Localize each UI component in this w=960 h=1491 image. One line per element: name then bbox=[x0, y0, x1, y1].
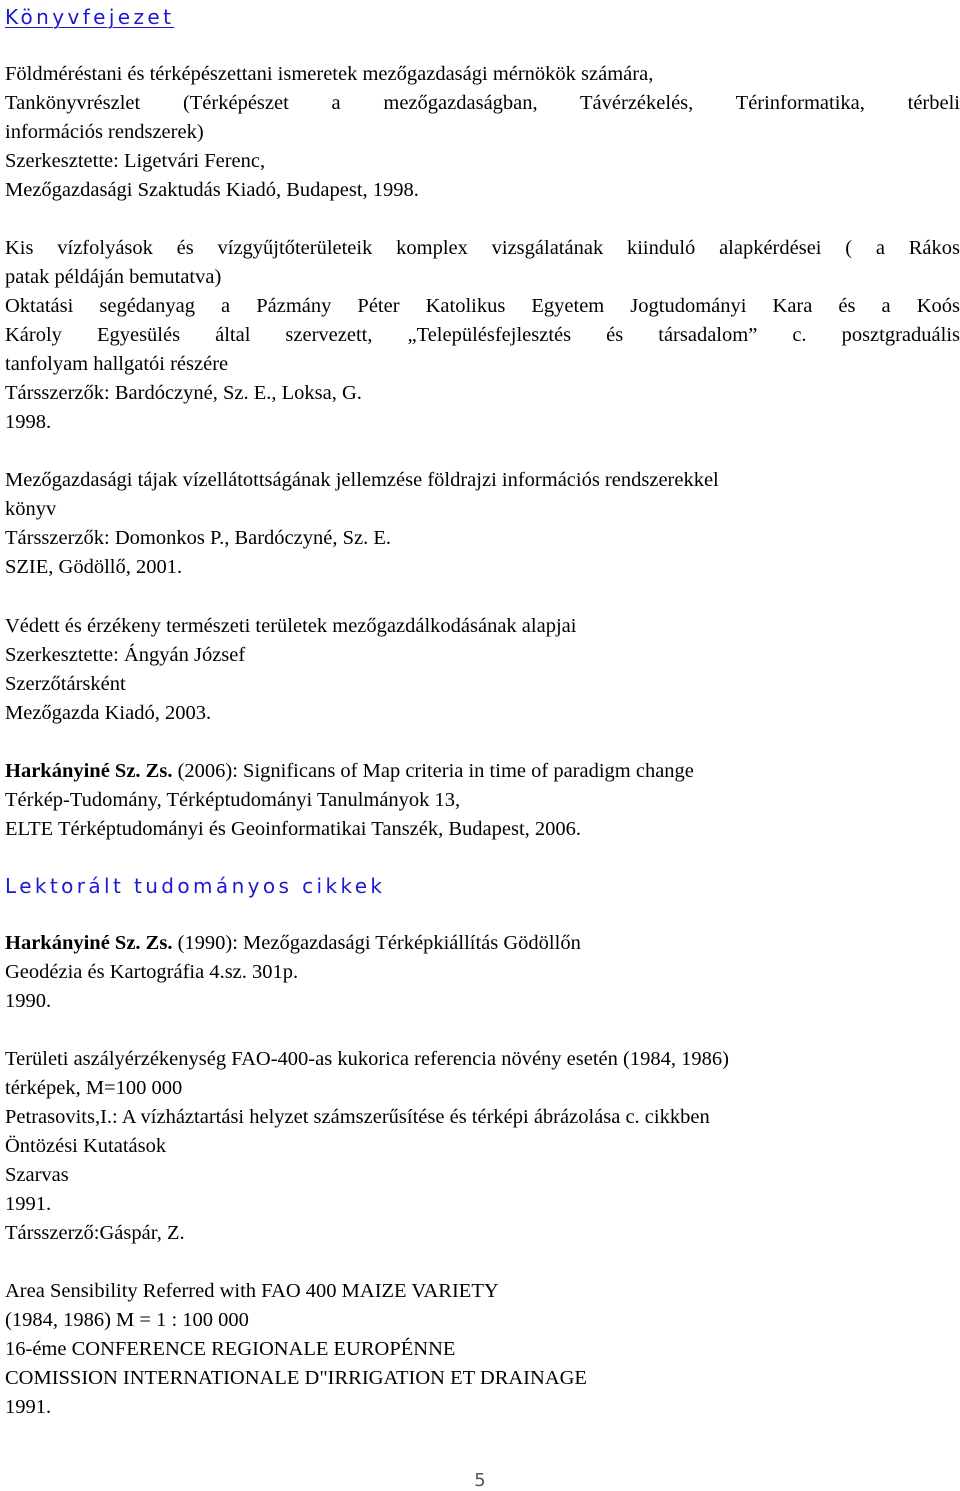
entry-6-line-2: Geodézia és Kartográfia 4.sz. 301p. bbox=[5, 961, 299, 983]
entry-5-line-1 bbox=[5, 759, 694, 784]
entry-5-title: (2006): Significans of Map criteria in time of paradigm change bbox=[172, 760, 694, 782]
entry-4-line-2: Szerkesztette: Ángyán József bbox=[5, 644, 246, 666]
entry-7-line-3: Petrasovits,I.: A vízháztartási helyzet számszerűsítése és térképi ábrázolása c. cikkben bbox=[5, 1106, 710, 1128]
entry-2-line-4: Károly Egyesülés által szervezett, „Településfejlesztés és társadalom” c. posztgraduális bbox=[5, 324, 960, 346]
entry-8-line-2: (1984, 1986) M = 1 : 100 000 bbox=[5, 1309, 249, 1331]
entry-7-line-6: 1991. bbox=[5, 1193, 52, 1215]
entry-5-line-2: Térkép-Tudomány, Térképtudományi Tanulmányok 13, bbox=[5, 789, 461, 811]
section-heading-lektoralt: Lektorált tudományos cikkek bbox=[5, 874, 386, 898]
entry-2-line-1: Kis vízfolyások és vízgyűjtőterületeik komplex vizsgálatának kiinduló alapkérdései ( a Rákos bbox=[5, 237, 960, 259]
entry-8-line-3: 16-éme CONFERENCE REGIONALE EUROPÉNNE bbox=[5, 1338, 456, 1360]
entry-2-line-6: Társszerzők: Bardóczyné, Sz. E., Loksa, G. bbox=[5, 382, 362, 404]
entry-4-line-3: Szerzőtársként bbox=[5, 673, 126, 695]
entry-1-line-5: Mezőgazdasági Szaktudás Kiadó, Budapest, 1998. bbox=[5, 179, 419, 201]
entry-7-line-2: térképek, M=100 000 bbox=[5, 1077, 183, 1099]
entry-8-line-4: COMISSION INTERNATIONALE D"IRRIGATION ET DRAINAGE bbox=[5, 1367, 587, 1389]
entry-3-line-3: Társszerzők: Domonkos P., Bardóczyné, Sz. E. bbox=[5, 527, 391, 549]
entry-3-line-4: SZIE, Gödöllő, 2001. bbox=[5, 556, 183, 578]
section-heading-konyvfejezet[interactable]: Könyvfejezet bbox=[5, 5, 175, 29]
entry-1-line-3: információs rendszerek) bbox=[5, 121, 204, 143]
entry-2-line-7: 1998. bbox=[5, 411, 52, 433]
entry-1-line-1: Földméréstani és térképészettani ismeretek mezőgazdasági mérnökök számára, bbox=[5, 63, 654, 85]
entry-4-line-1: Védett és érzékeny természeti területek mezőgazdálkodásának alapjai bbox=[5, 615, 577, 637]
entry-7-line-1: Területi aszályérzékenység FAO-400-as kukorica referencia növény esetén (1984, 1986) bbox=[5, 1048, 729, 1070]
entry-8-line-5: 1991. bbox=[5, 1396, 52, 1418]
entry-7-line-4: Öntözési Kutatások bbox=[5, 1135, 167, 1157]
entry-6-line-1 bbox=[5, 931, 581, 956]
entry-1-line-2: Tankönyvrészlet (Térképészet a mezőgazdaságban, Távérzékelés, Térinformatika, térbeli bbox=[5, 92, 960, 114]
entry-2-line-5: tanfolyam hallgatói részére bbox=[5, 353, 229, 375]
entry-4-line-4: Mezőgazda Kiadó, 2003. bbox=[5, 702, 212, 724]
entry-2-line-2: patak példáján bemutatva) bbox=[5, 266, 222, 288]
entry-2-line-3: Oktatási segédanyag a Pázmány Péter Katolikus Egyetem Jogtudományi Kara és a Koós bbox=[5, 295, 960, 317]
entry-1-line-4: Szerkesztette: Ligetvári Ferenc, bbox=[5, 150, 266, 172]
entry-6-line-3: 1990. bbox=[5, 990, 52, 1012]
page-number: 5 bbox=[474, 1470, 486, 1491]
entry-8-line-1: Area Sensibility Referred with FAO 400 MAIZE VARIETY bbox=[5, 1280, 499, 1302]
entry-7-line-5: Szarvas bbox=[5, 1164, 69, 1186]
entry-5-author: Harkányiné Sz. Zs. bbox=[5, 760, 173, 782]
entry-6-author: Harkányiné Sz. Zs. bbox=[5, 932, 173, 954]
entry-6-title: (1990): Mezőgazdasági Térképkiállítás Gödöllőn bbox=[172, 932, 581, 954]
entry-7-line-7: Társszerző:Gáspár, Z. bbox=[5, 1222, 185, 1244]
entry-3-line-2: könyv bbox=[5, 498, 57, 520]
entry-3-line-1: Mezőgazdasági tájak vízellátottságának jellemzése földrajzi információs rendszerekkel bbox=[5, 469, 719, 491]
entry-5-line-3: ELTE Térképtudományi és Geoinformatikai Tanszék, Budapest, 2006. bbox=[5, 818, 582, 840]
